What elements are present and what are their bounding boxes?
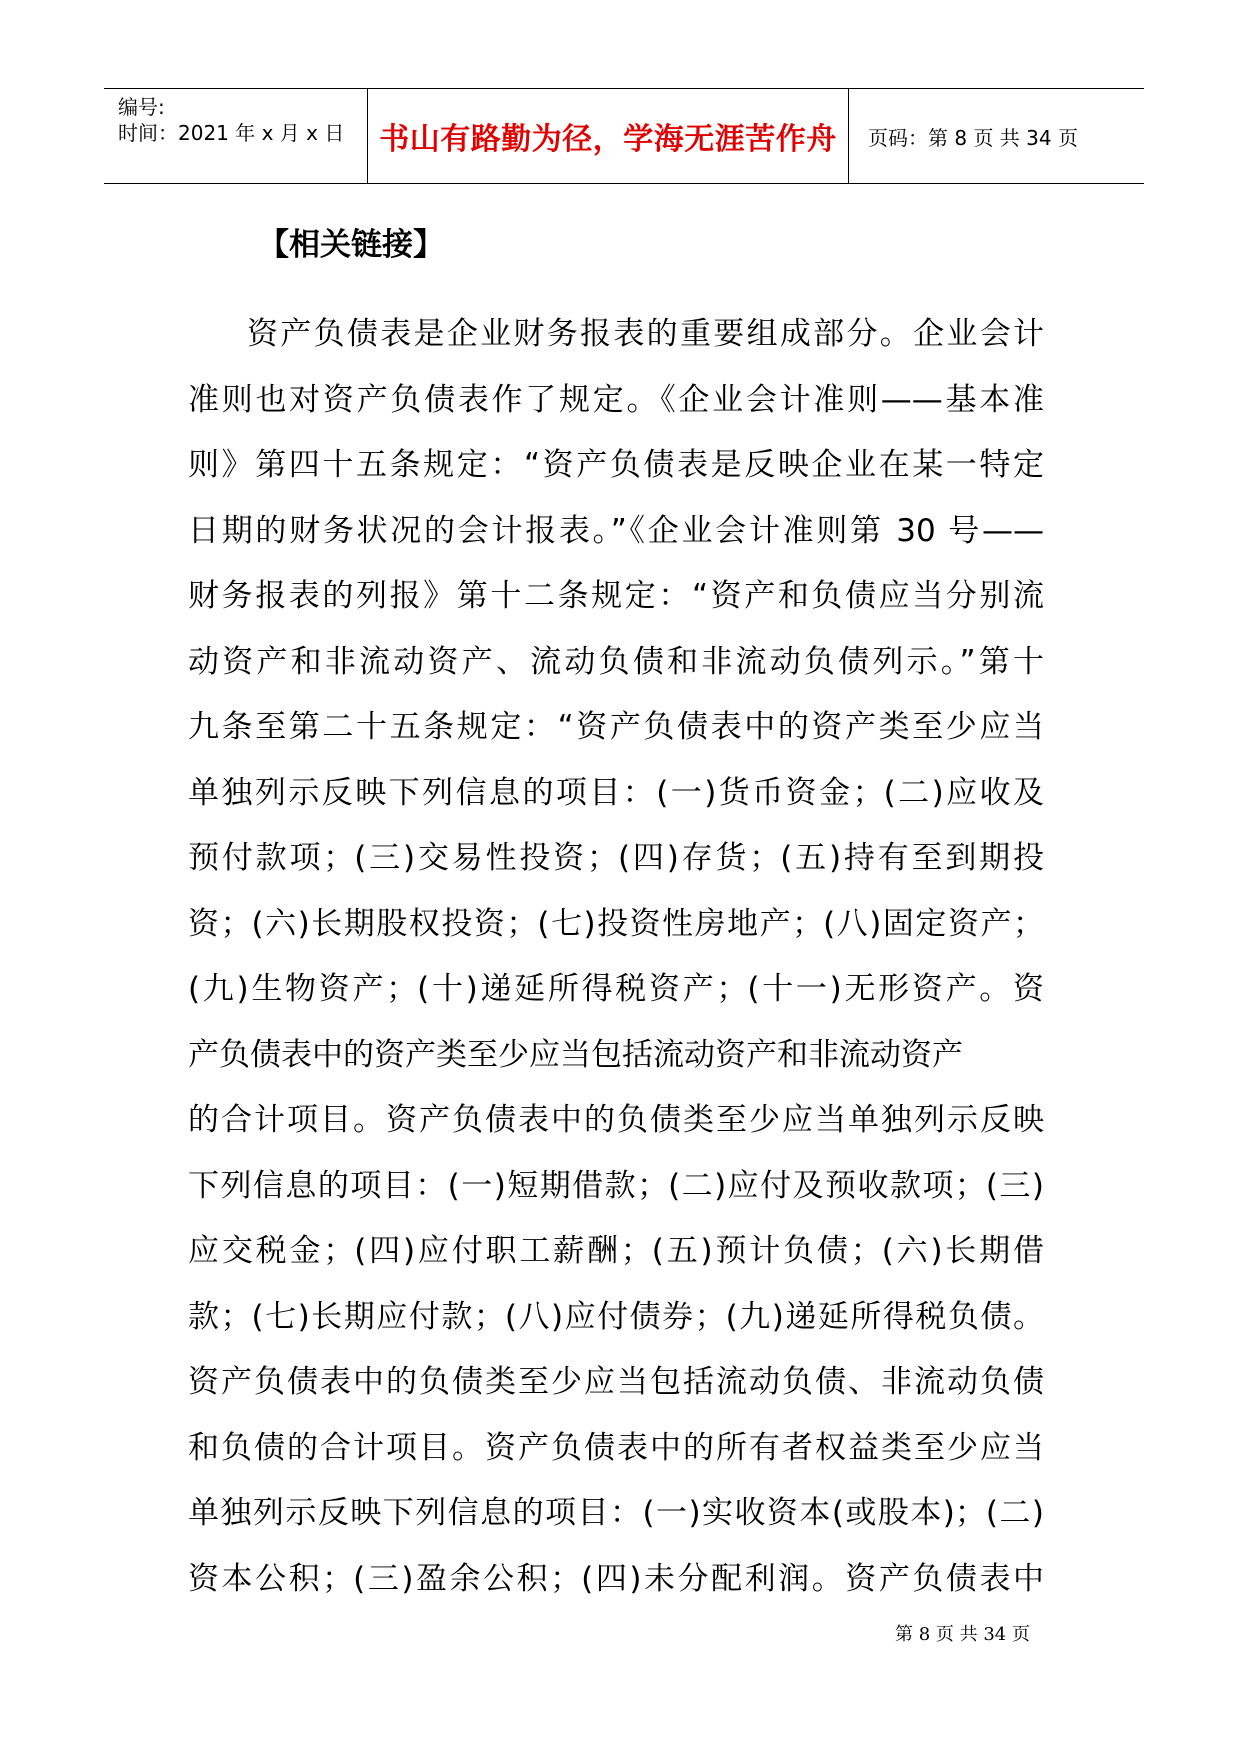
text-line: 资；(六)长期股权投资；(七)投资性房地产；(八)固定资产； [188,905,1044,942]
header-page-cell [850,89,1144,183]
page-footer: 第 8 页 共 34 页 [895,1624,1030,1645]
section-title: 【相关链接】 [258,227,444,263]
text-line: 资产负债表中的负债类至少应当包括流动负债、非流动负债 [188,1364,1044,1400]
text-line: (九)生物资产；(十)递延所得税资产；(十一)无形资产。资 [188,971,1044,1007]
header-page-code: 页码：第 8 页 共 34 页 [868,125,1078,150]
text-line: 九条至第二十五条规定：“资产负债表中的资产类至少应当 [188,709,1044,745]
header-motto: 书山有路勤为径，学海无涯苦作舟 [379,122,837,157]
text-line: 动资产和非流动资产、流动负债和非流动负债列示。”第十 [188,643,1044,680]
text-line: 和负债的合计项目。资产负债表中的所有者权益类至少应当 [188,1429,1044,1466]
text-line: 下列信息的项目：(一)短期借款；(二)应付及预收款项；(三) [188,1167,1044,1204]
header-meta-cell [104,89,366,183]
text-line: 财务报表的列报》第十二条规定：“资产和负债应当分别流 [188,578,1044,614]
text-line: 单独列示反映下列信息的项目：(一)货币资金；(二)应收及 [188,774,1044,811]
text-line: 则》第四十五条规定：“资产负债表是反映企业在某一特定 [188,447,1044,483]
text-line: 预付款项；(三)交易性投资；(四)存货；(五)持有至到期投 [188,840,1044,876]
document-time-label: 时间：2021 年 x 月 x 日 [118,121,345,145]
text-line: 的合计项目。资产负债表中的负债类至少应当单独列示反映 [188,1102,1044,1138]
text-line: 日期的财务状况的会计报表。”《企业会计准则第 30 号—— [188,512,1044,549]
page-header [104,88,1144,184]
text-line: 产负债表中的资产类至少应当包括流动资产和非流动资产 [188,1036,963,1073]
text-line: 资产负债表是企业财务报表的重要组成部分。企业会计 [247,316,1044,352]
text-line: 资本公积；(三)盈余公积；(四)未分配利润。资产负债表中 [188,1560,1044,1597]
text-line: 单独列示反映下列信息的项目：(一)实收资本(或股本)；(二) [188,1495,1044,1531]
text-line: 应交税金；(四)应付职工薪酬；(五)预计负债；(六)长期借 [188,1233,1044,1269]
text-line: 准则也对资产负债表作了规定。《企业会计准则——基本准 [188,381,1044,418]
document-number-label: 编号: [118,95,165,119]
text-line: 款；(七)长期应付款；(八)应付债券；(九)递延所得税负债。 [188,1298,1044,1335]
body-text [188,302,1044,1612]
header-motto-cell [367,89,849,183]
